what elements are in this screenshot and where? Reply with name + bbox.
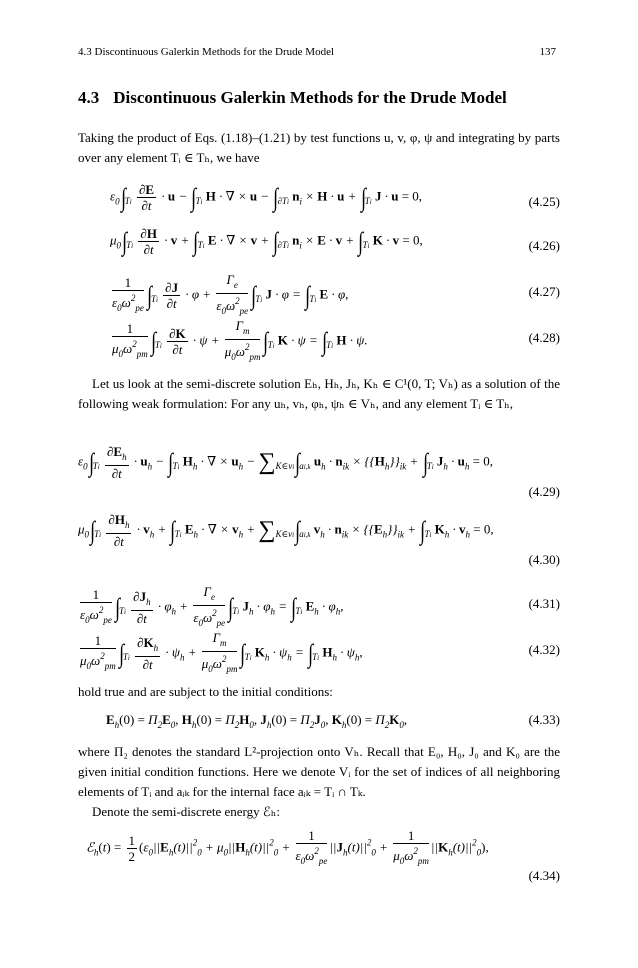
intro-paragraph: Taking the product of Eqs. (1.18)–(1.21) by test functions u, v, φ, ψ and integrating by parts over any element Tᵢ ∈ Tₕ, we have	[78, 130, 560, 165]
projection-paragraph: where Π₂ denotes the standard L²-projection onto Vₕ. Recall that E₀, H₀, J₀ and K₀ are the given initial condition functions. Here we denote Vᵢ for the set of indices of all neighboring elements of Tᵢ and aᵢₖ for the internal face aᵢₖ = Tᵢ ∩ Tₖ.	[78, 744, 560, 799]
equation-4-30	[78, 512, 560, 572]
equation-number: (4.27)	[528, 284, 560, 299]
equation-number: (4.34)	[528, 868, 560, 883]
equation-body: $\mu_0\int_{Ti}$ $\frac{\partial H}{\partial t}$ · $v + \int_{Ti}$ E · ∇ × $v + \int_{\partial Ti}$ $n_i \times E \cdot v + \int_{Ti}$ K · v = 0,	[110, 226, 423, 257]
equation-number: (4.30)	[528, 552, 560, 567]
equation-number: (4.29)	[528, 484, 560, 499]
equation-body: $\frac{1}{\varepsilon_0\omega^2_{pe}}$ $\int_{Ti}$ $\frac{\partial J_h}{\partial t}$ · $\varphi_h$ + $\frac{\Gamma_e}{\varepsilon_0\omega^2_{pe}}$ $\int_{Ti}$ $J_h \cdot \varphi_h = \int_{Ti}$ $E_h \cdot \varphi_h$,	[80, 584, 344, 628]
equation-number: (4.32)	[528, 642, 560, 657]
section-number: 4.3	[78, 88, 100, 107]
page-number: 137	[539, 46, 556, 58]
equation-4-34	[78, 828, 560, 888]
energy-intro: Denote the semi-discrete energy ℰₕ:	[92, 804, 280, 819]
initial-conditions-intro: hold true and are subject to the initial conditions:	[78, 684, 333, 699]
equation-body: $\frac{1}{\varepsilon_0\omega^2_{pe}}$ $\int_{Ti}$ $\frac{\partial J}{\partial t}$ · φ + $\frac{\Gamma_e}{\varepsilon_0\omega^2_{pe}}$ $\int_{Ti}$ $J \cdot \varphi = \int_{Ti}$ E · φ,	[112, 272, 349, 316]
equation-4-32	[78, 630, 560, 674]
equation-number: (4.31)	[528, 596, 560, 611]
equation-number: (4.25)	[528, 194, 560, 209]
equation-4-26	[78, 226, 560, 266]
equation-4-25	[78, 182, 560, 222]
running-title: 4.3 Discontinuous Galerkin Methods for the Drude Model	[78, 46, 335, 58]
equation-body: $\mu_0\int_{Ti}$ $\frac{\partial H_h}{\partial t}$ · $v_h + \int_{Ti}$ $E_h$ · ∇ × $v_h + \sum_{K\in\nu i}\int_{ai,k}$ $v_h \cdot n_{ik} \times \{\{E_h\}\}_{ik} + \int_{Ti}$ $K_h \cdot v_h = 0$,	[78, 512, 494, 549]
equation-body: $\varepsilon_0\int_{Ti}$ $\frac{\partial E}{\partial t}$ · $u - \int_{Ti}$ H · ∇ × $u - \int_{\partial Ti}$ $n_i \times H \cdot u + \int_{Ti}$ J · u = 0,	[110, 182, 423, 213]
equation-number: (4.28)	[528, 330, 560, 345]
equation-body: $E_h(0) = \Pi_2E_0$, $H_h(0) = \Pi_2H_0$, $J_h(0) = \Pi_2J_0$, $K_h(0) = \Pi_2K_0$,	[106, 712, 408, 730]
equation-4-33	[78, 708, 560, 732]
equation-4-31	[78, 584, 560, 628]
equation-body: $\frac{1}{\mu_0\omega^2_{pm}}$ $\int_{Ti}$ $\frac{\partial K}{\partial t}$ · ψ + $\frac{\Gamma_m}{\mu_0\omega^2_{pm}}$ $\int_{Ti}$ $K \cdot \psi = \int_{Ti}$ H · ψ.	[112, 318, 368, 362]
equation-4-29	[78, 444, 560, 504]
equation-4-28	[78, 318, 560, 362]
equation-number: (4.26)	[528, 238, 560, 253]
equation-4-27	[78, 272, 560, 316]
section-title-text: Discontinuous Galerkin Methods for the Drude Model	[113, 88, 507, 107]
semi-discrete-paragraph: Let us look at the semi-discrete solution Eₕ, Hₕ, Jₕ, Kₕ ∈ C¹(0, T; Vₕ) as a solution of the following weak formulation: For any uₕ, vₕ, φₕ, ψₕ ∈ Vₕ, and any element Tᵢ ∈ Tₕ,	[78, 376, 560, 411]
equation-body: ℰ$_h$(t) = $\frac{1}{2}$ ($\varepsilon_0||E_h(t)||^2_0 + \mu_0||H_h(t)||^2_0$ + $\frac{1}{\varepsilon_0\omega^2_{pe}}$ $||J_h(t)||^2_0$ + $\frac{1}{\mu_0\omega^2_{pm}}$ $||K_h(t)||^2_0$),	[86, 828, 489, 866]
equation-number: (4.33)	[528, 712, 560, 727]
equation-body: $\frac{1}{\mu_0\omega^2_{pm}}$ $\int_{Ti}$ $\frac{\partial K_h}{\partial t}$ · $\psi_h$ + $\frac{\Gamma_m}{\mu_0\omega^2_{pm}}$ $\int_{Ti}$ $K_h \cdot \psi_h = \int_{Ti}$ $H_h \cdot \psi_h$,	[80, 630, 363, 674]
section-heading	[78, 88, 507, 108]
equation-body: $\varepsilon_0\int_{Ti}$ $\frac{\partial E_h}{\partial t}$ · $u_h - \int_{Ti}$ $H_h$ · ∇ × $u_h - \sum_{K\in\nu i}\int_{ai,k}$ $u_h \cdot n_{ik} \times \{\{H_h\}\}_{ik} + \int_{Ti}$ $J_h \cdot u_h = 0$,	[78, 444, 493, 481]
